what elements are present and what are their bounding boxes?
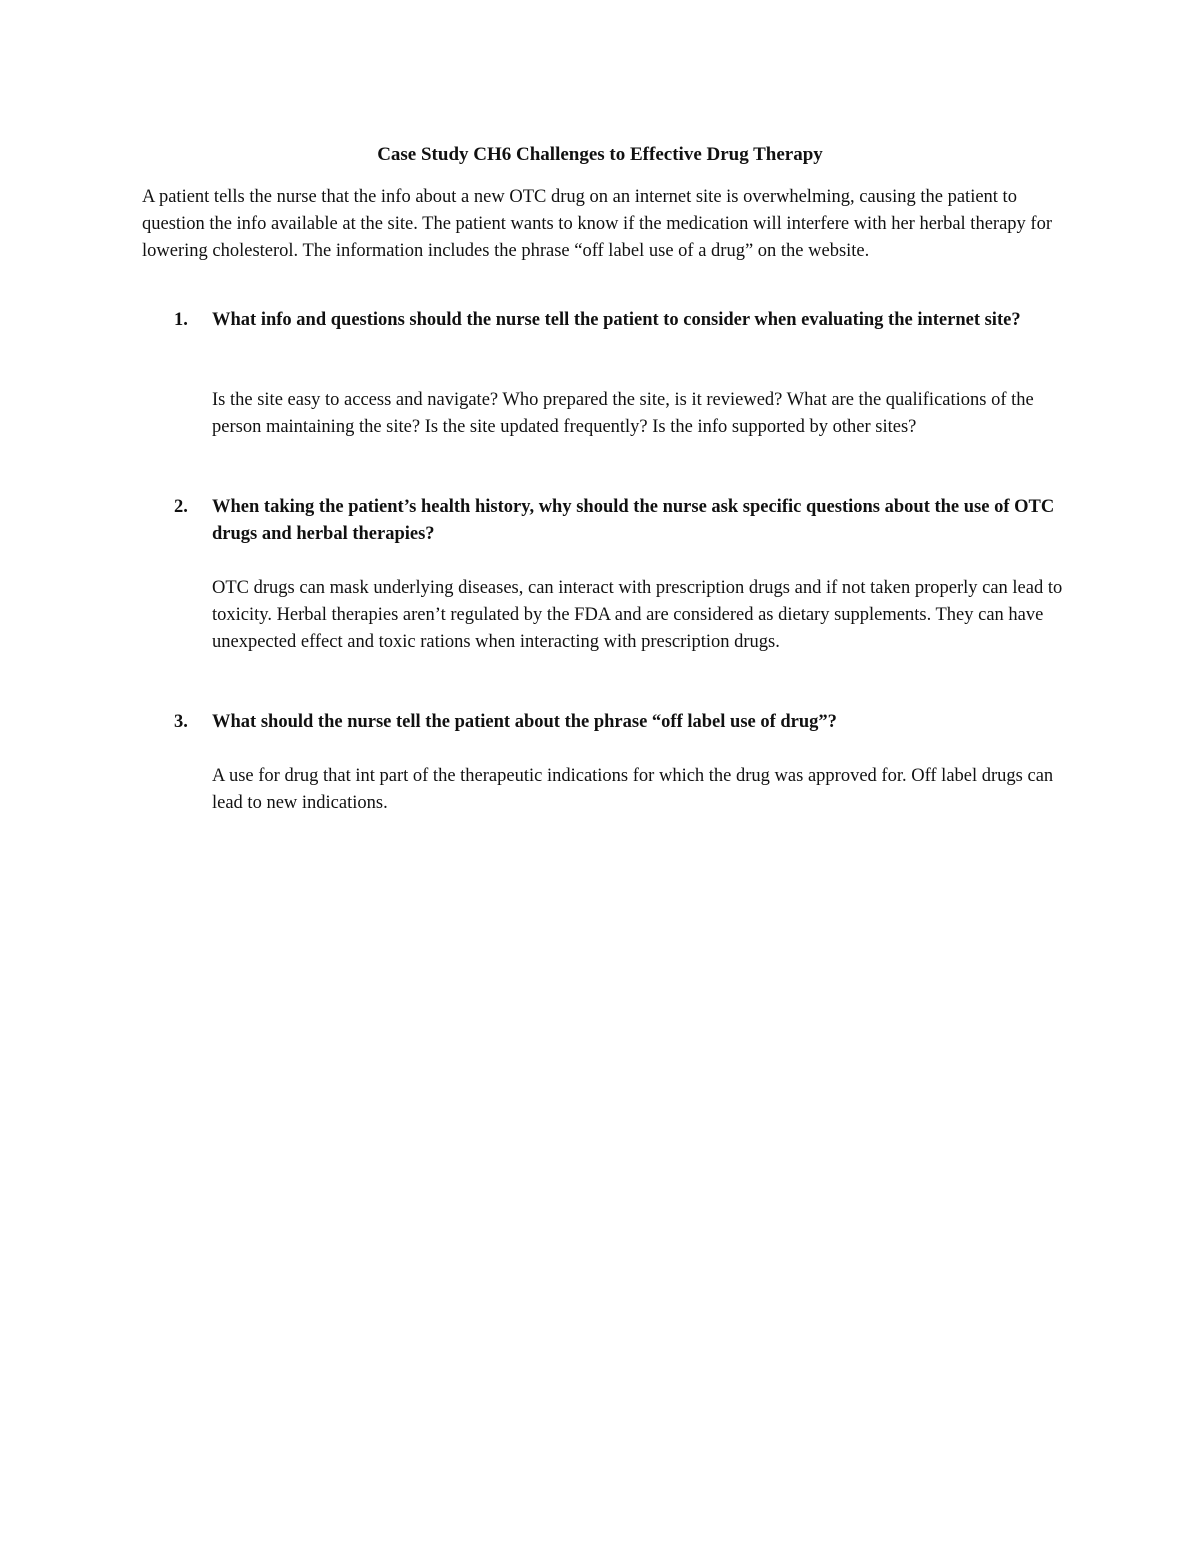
question-2-number: 2. [174,497,188,517]
question-1-text: What info and questions should the nurse tell the patient to consider when evaluating the internet site? [212,310,1021,330]
intro-paragraph: A patient tells the nurse that the info about a new OTC drug on an internet site is overwhelming, causing the patient to question the info available at the site. The patient wants to know if the medication will interfere with her herbal therapy for lowering cholesterol. The information includes the phrase “off label use of a drug” on the website. [142,187,1052,261]
answer-3: A use for drug that int part of the therapeutic indications for which the drug was approved for. Off label drugs can lead to new indications. [212,766,1054,813]
question-2-text: When taking the patient’s health history, why should the nurse ask specific questions about the use of OTC drugs and herbal therapies? [212,497,1055,544]
answer-2: OTC drugs can mask underlying diseases, can interact with prescription drugs and if not taken properly can lead to toxicity. Herbal therapies aren’t regulated by the FDA and are considered as dietary supplements. They can have unexpected effect and toxic rations when interacting with prescription drugs. [212,578,1063,652]
question-3-number: 3. [174,712,188,732]
question-3 [174,709,1074,736]
question-1-number: 1. [174,310,188,330]
question-2 [174,494,1074,548]
question-1 [174,307,1074,334]
document-title: Case Study CH6 Challenges to Effective Drug Therapy [377,144,823,165]
question-3-text: What should the nurse tell the patient about the phrase “off label use of drug”? [212,712,837,732]
answer-1: Is the site easy to access and navigate? Who prepared the site, is it reviewed? What are the qualifications of the person maintaining the site? Is the site updated frequently? Is the info supported by other sites? [212,390,1034,437]
